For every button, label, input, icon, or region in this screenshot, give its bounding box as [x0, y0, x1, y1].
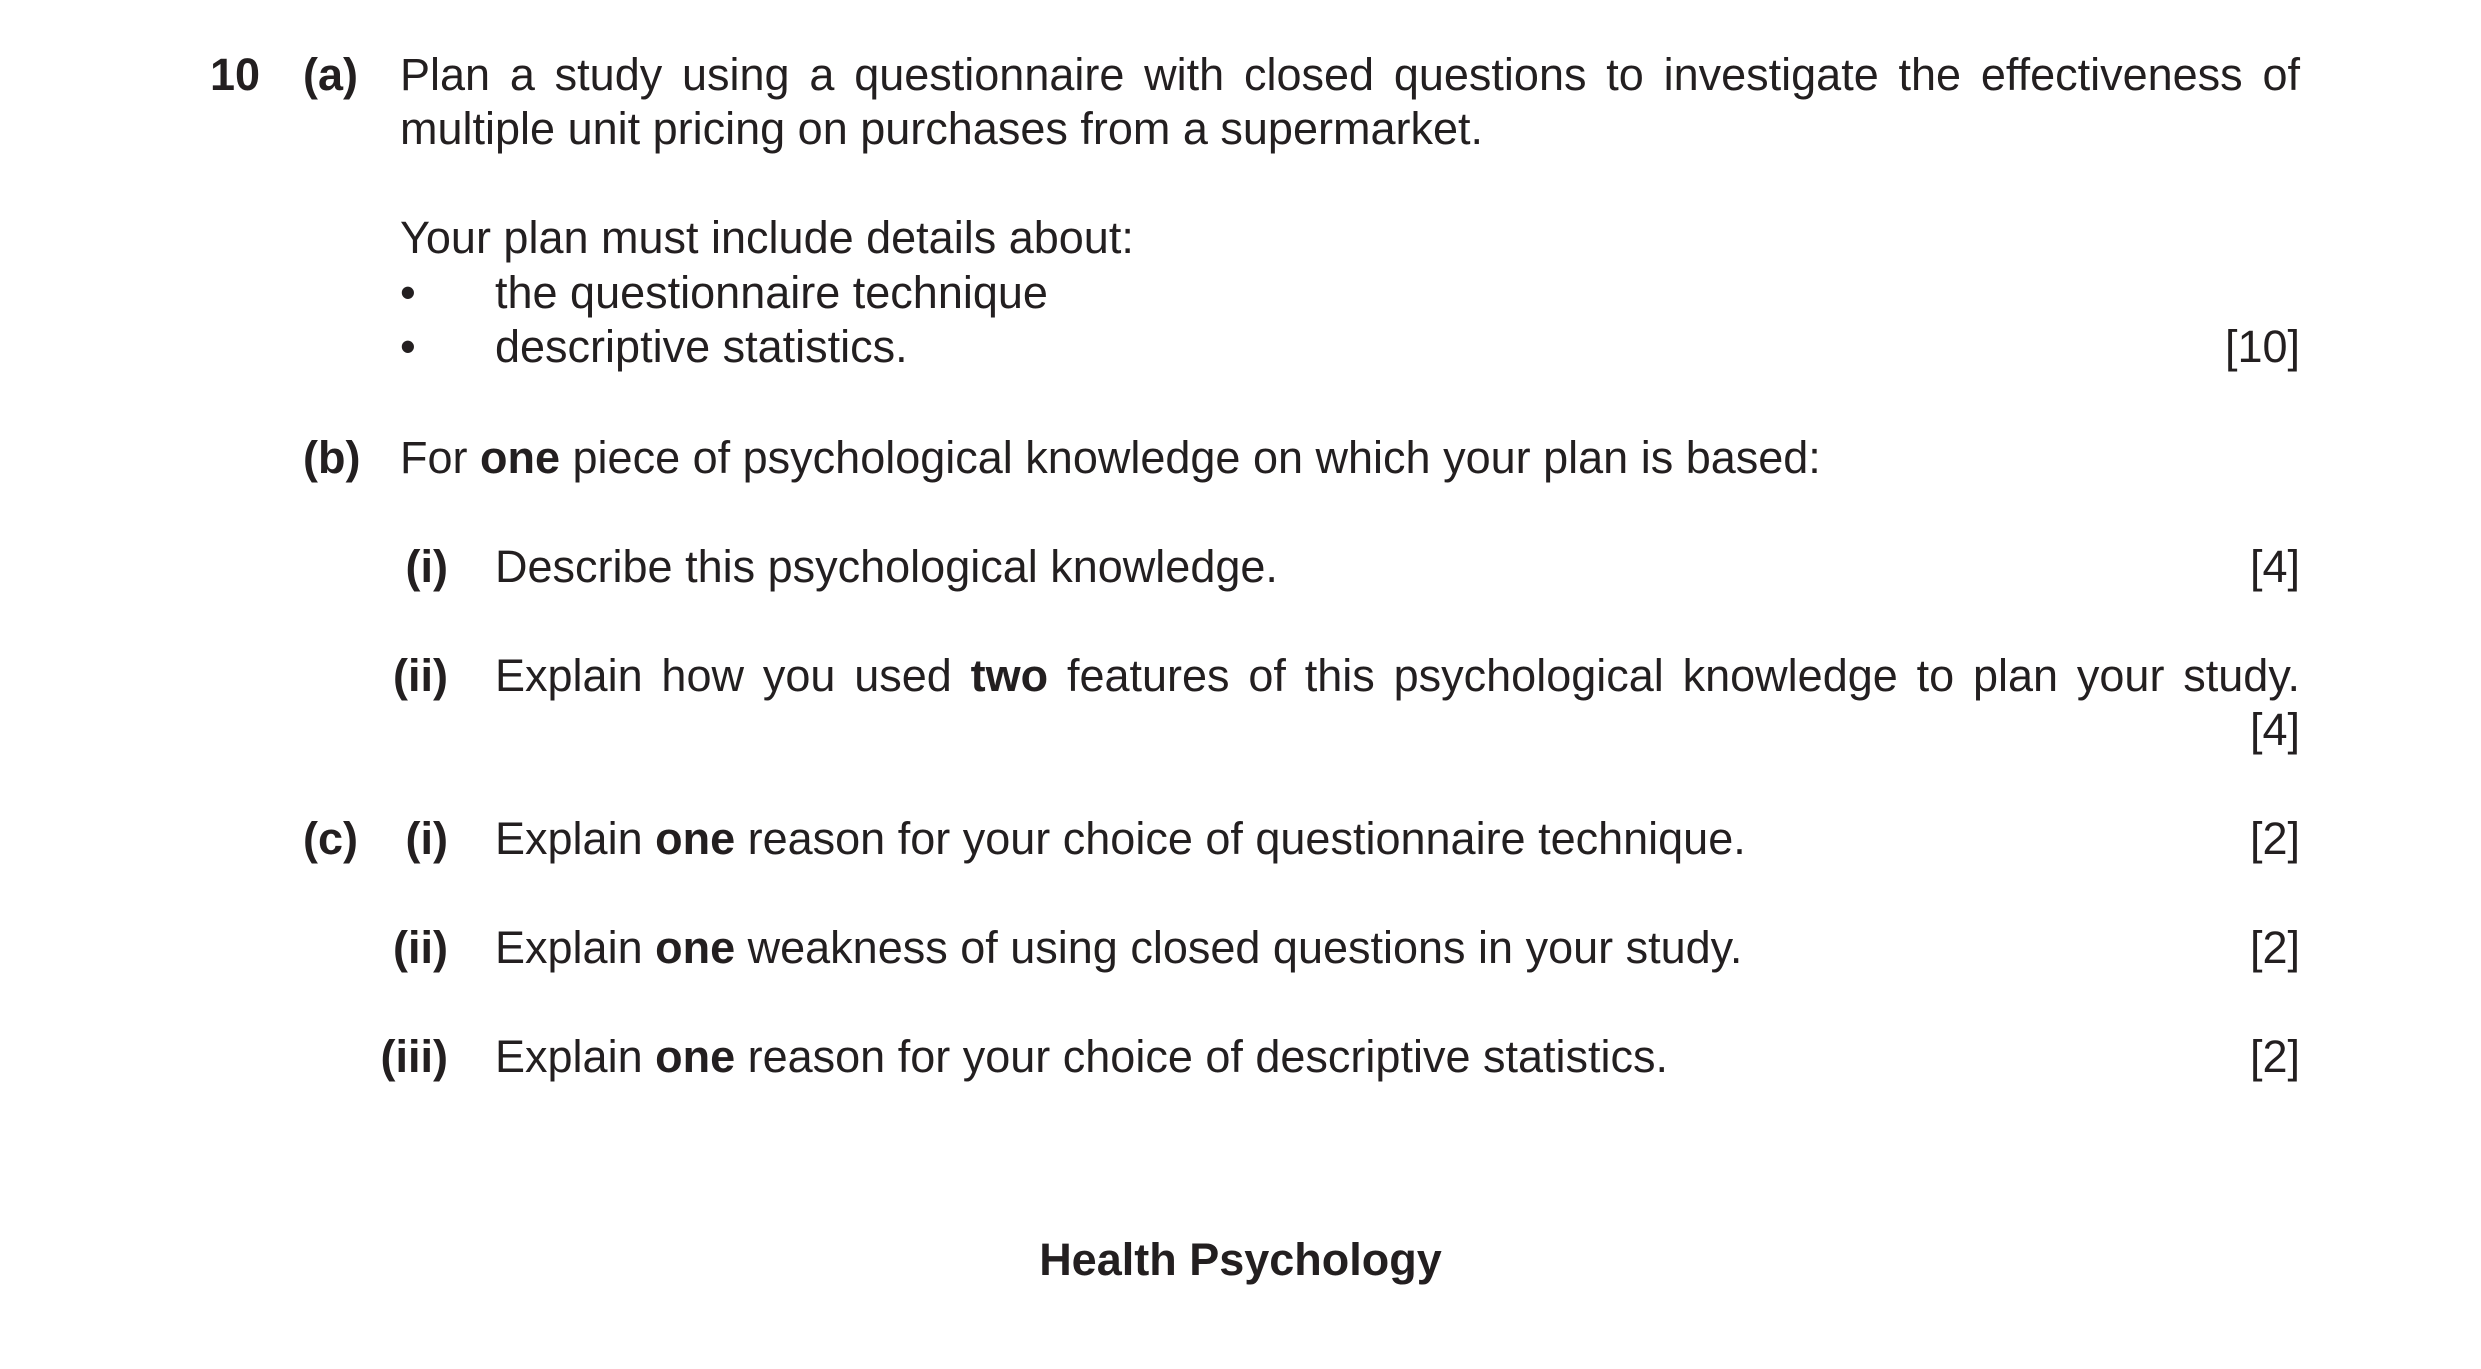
emphasis-two: two — [970, 650, 1049, 701]
part-a-line-2: multiple unit pricing on purchases from a supermarket. — [400, 103, 1483, 154]
part-c-label: (c) — [303, 813, 358, 864]
part-b-label: (b) — [303, 432, 361, 483]
bullet-icon: • — [400, 267, 416, 318]
emphasis-one: one — [655, 922, 736, 973]
part-a-label: (a) — [303, 49, 358, 100]
part-b-ii-marks: [4] — [2249, 704, 2300, 755]
part-c-ii-text: Explain one weakness of using closed questions in your study. — [495, 922, 1743, 973]
part-c-i-label: (i) — [405, 813, 448, 864]
plan-intro: Your plan must include details about: — [400, 212, 1134, 263]
bullet-icon: • — [400, 321, 416, 372]
part-b-ii-label: (ii) — [393, 650, 448, 701]
part-c-i-text: Explain one reason for your choice of questionnaire technique. — [495, 813, 1746, 864]
section-heading: Health Psychology — [1039, 1234, 1442, 1285]
question-number: 10 — [210, 49, 261, 100]
part-a-marks: [10] — [2224, 321, 2300, 372]
emphasis-one: one — [655, 1031, 736, 1082]
part-c-i-marks: [2] — [2249, 813, 2300, 864]
part-c-iii-marks: [2] — [2249, 1031, 2300, 1082]
emphasis-one: one — [480, 432, 561, 483]
part-b-intro: For one piece of psychological knowledge on which your plan is based: — [400, 432, 1821, 483]
part-c-iii-text: Explain one reason for your choice of descriptive statistics. — [495, 1031, 1669, 1082]
part-b-i-marks: [4] — [2249, 541, 2300, 592]
part-c-iii-label: (iii) — [380, 1031, 448, 1082]
emphasis-one: one — [655, 813, 736, 864]
bullet-item-questionnaire: the questionnaire technique — [495, 267, 1048, 318]
part-a-line-1: Plan a study using a questionnaire with closed questions to investigate the effectiveness of — [400, 49, 2300, 100]
part-c-ii-marks: [2] — [2249, 922, 2300, 973]
part-b-ii-text: Explain how you used two features of this psychological knowledge to plan your study. — [495, 650, 2300, 701]
part-c-ii-label: (ii) — [393, 922, 448, 973]
part-b-i-text: Describe this psychological knowledge. — [495, 541, 1278, 592]
bullet-item-statistics: descriptive statistics. — [495, 321, 908, 372]
part-b-i-label: (i) — [405, 541, 448, 592]
